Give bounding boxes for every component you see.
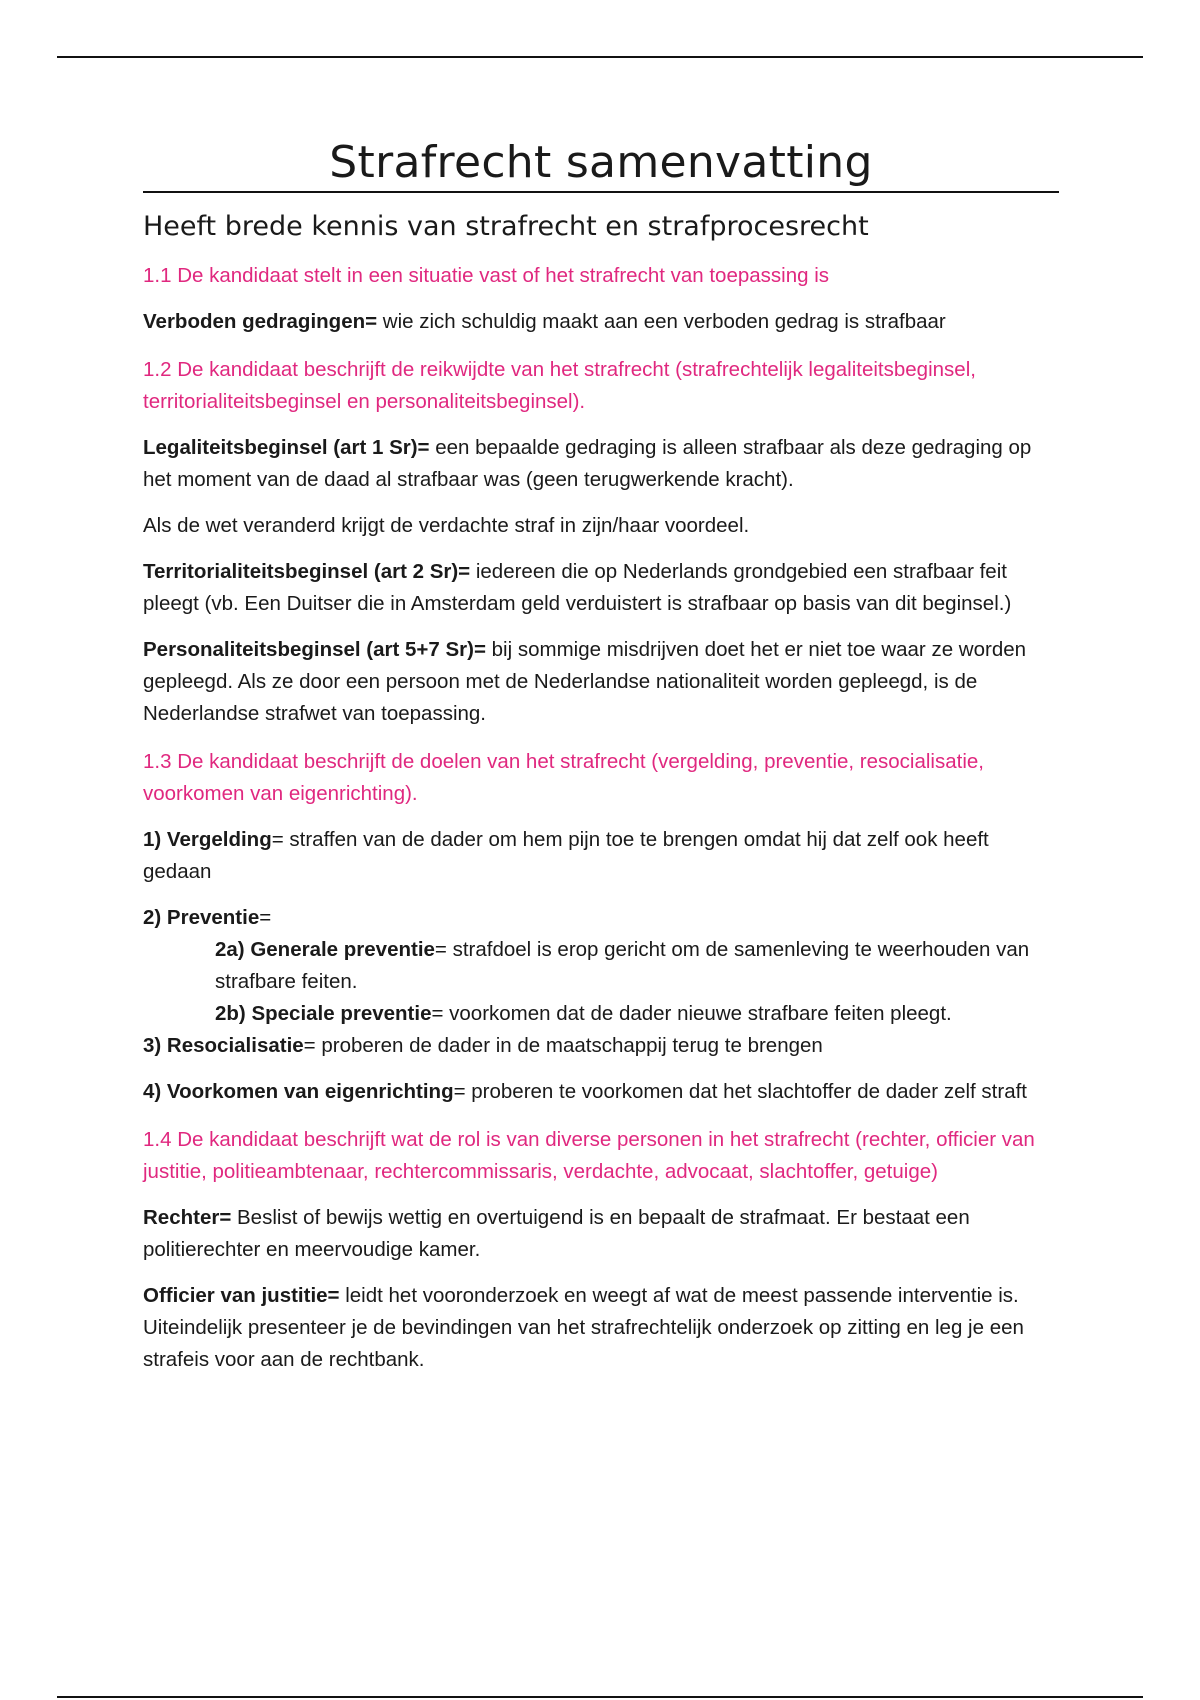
- term-label: 2a) Generale preventie: [215, 937, 435, 961]
- goal-voorkomen-eigenrichting: [143, 1076, 1059, 1108]
- document-body: [143, 138, 1059, 1376]
- document-title: Strafrecht samenvatting: [143, 138, 1059, 193]
- term-definition: = voorkomen dat de dader nieuwe strafbare feiten pleegt.: [431, 1001, 952, 1025]
- term-label: 2b) Speciale preventie: [215, 1001, 432, 1025]
- objective-1-1: 1.1 De kandidaat stelt in een situatie vast of het strafrecht van toepassing is: [143, 263, 830, 287]
- term-label: 3) Resocialisatie: [143, 1033, 304, 1057]
- objective-1-3: 1.3 De kandidaat beschrijft de doelen van het strafrecht (vergelding, preventie, resocialisatie, voorkomen van eigenrichting).: [143, 749, 984, 805]
- role-rechter: [143, 1202, 1059, 1266]
- term-definition: = proberen te voorkomen dat het slachtoffer de dader zelf straft: [453, 1079, 1027, 1103]
- goal-resocialisatie: [143, 1030, 1059, 1062]
- definition-personaliteitsbeginsel: [143, 634, 1059, 730]
- role-officier-van-justitie: [143, 1280, 1059, 1376]
- note-wet-veranderd: Als de wet veranderd krijgt de verdachte straf in zijn/haar voordeel.: [143, 513, 750, 537]
- term-label: Verboden gedragingen=: [143, 309, 378, 333]
- definition-territorialiteitsbeginsel: [143, 556, 1059, 620]
- term-definition: = proberen de dader in de maatschappij terug te brengen: [303, 1033, 823, 1057]
- term-definition: bij sommige misdrijven doet het er niet toe waar ze worden gepleegd. Als ze door een persoon met de Nederlandse nationaliteit worden gepleegd, is de Nederlandse strafwet van toepassing.: [143, 637, 1027, 725]
- term-label: 1) Vergelding: [143, 827, 272, 851]
- goal-preventie: [143, 902, 1059, 934]
- term-definition: Beslist of bewijs wettig en overtuigend is en bepaalt de strafmaat. Er bestaat een politierechter en meervoudige kamer.: [143, 1205, 970, 1261]
- term-label: Personaliteitsbeginsel (art 5+7 Sr)=: [143, 637, 486, 661]
- term-label: Officier van justitie=: [143, 1283, 340, 1307]
- term-label: Legaliteitsbeginsel (art 1 Sr)=: [143, 435, 430, 459]
- goal-vergelding: [143, 824, 1059, 888]
- term-definition: = straffen van de dader om hem pijn toe te brengen omdat hij dat zelf ook heeft gedaan: [143, 827, 989, 883]
- term-label: Rechter=: [143, 1205, 232, 1229]
- page-top-rule: [57, 56, 1143, 58]
- term-definition: leidt het vooronderzoek en weegt af wat de meest passende interventie is. Uiteindelijk presenteer je de bevindingen van het strafrechtelijk onderzoek op zitting en leg je een strafeis voor aan de rechtbank.: [143, 1283, 1024, 1371]
- term-label: 2) Preventie: [143, 905, 260, 929]
- term-label: 4) Voorkomen van eigenrichting: [143, 1079, 454, 1103]
- page-bottom-rule: [57, 1696, 1143, 1698]
- term-definition: = strafdoel is erop gericht om de samenleving te weerhouden van strafbare feiten.: [215, 937, 1030, 993]
- term-definition: een bepaalde gedraging is alleen strafbaar als deze gedraging op het moment van de daad al strafbaar was (geen terugwerkende kracht).: [143, 435, 1032, 491]
- term-definition: wie zich schuldig maakt aan een verboden gedrag is strafbaar: [377, 309, 946, 333]
- term-definition: =: [259, 905, 272, 929]
- definition-legaliteitsbeginsel: [143, 432, 1059, 496]
- term-definition: iedereen die op Nederlands grondgebied een strafbaar feit pleegt (vb. Een Duitser die in Amsterdam geld verduistert is strafbaar op basis van dit beginsel.): [143, 559, 1012, 615]
- document-subtitle: Heeft brede kennis van strafrecht en strafprocesrecht: [143, 210, 869, 242]
- objective-1-4: 1.4 De kandidaat beschrijft wat de rol is van diverse personen in het strafrecht (rechter, officier van justitie, politieambtenaar, rechtercommissaris, verdachte, advocaat, slachtoffer, getuige): [143, 1127, 1035, 1183]
- objective-1-2: 1.2 De kandidaat beschrijft de reikwijdte van het strafrecht (strafrechtelijk legaliteitsbeginsel, territorialiteitsbeginsel en personaliteitsbeginsel).: [143, 357, 976, 413]
- goal-speciale-preventie: [143, 998, 1059, 1030]
- definition-verboden-gedragingen: [143, 306, 1059, 338]
- term-label: Territorialiteitsbeginsel (art 2 Sr)=: [143, 559, 471, 583]
- goal-generale-preventie: [143, 934, 1059, 998]
